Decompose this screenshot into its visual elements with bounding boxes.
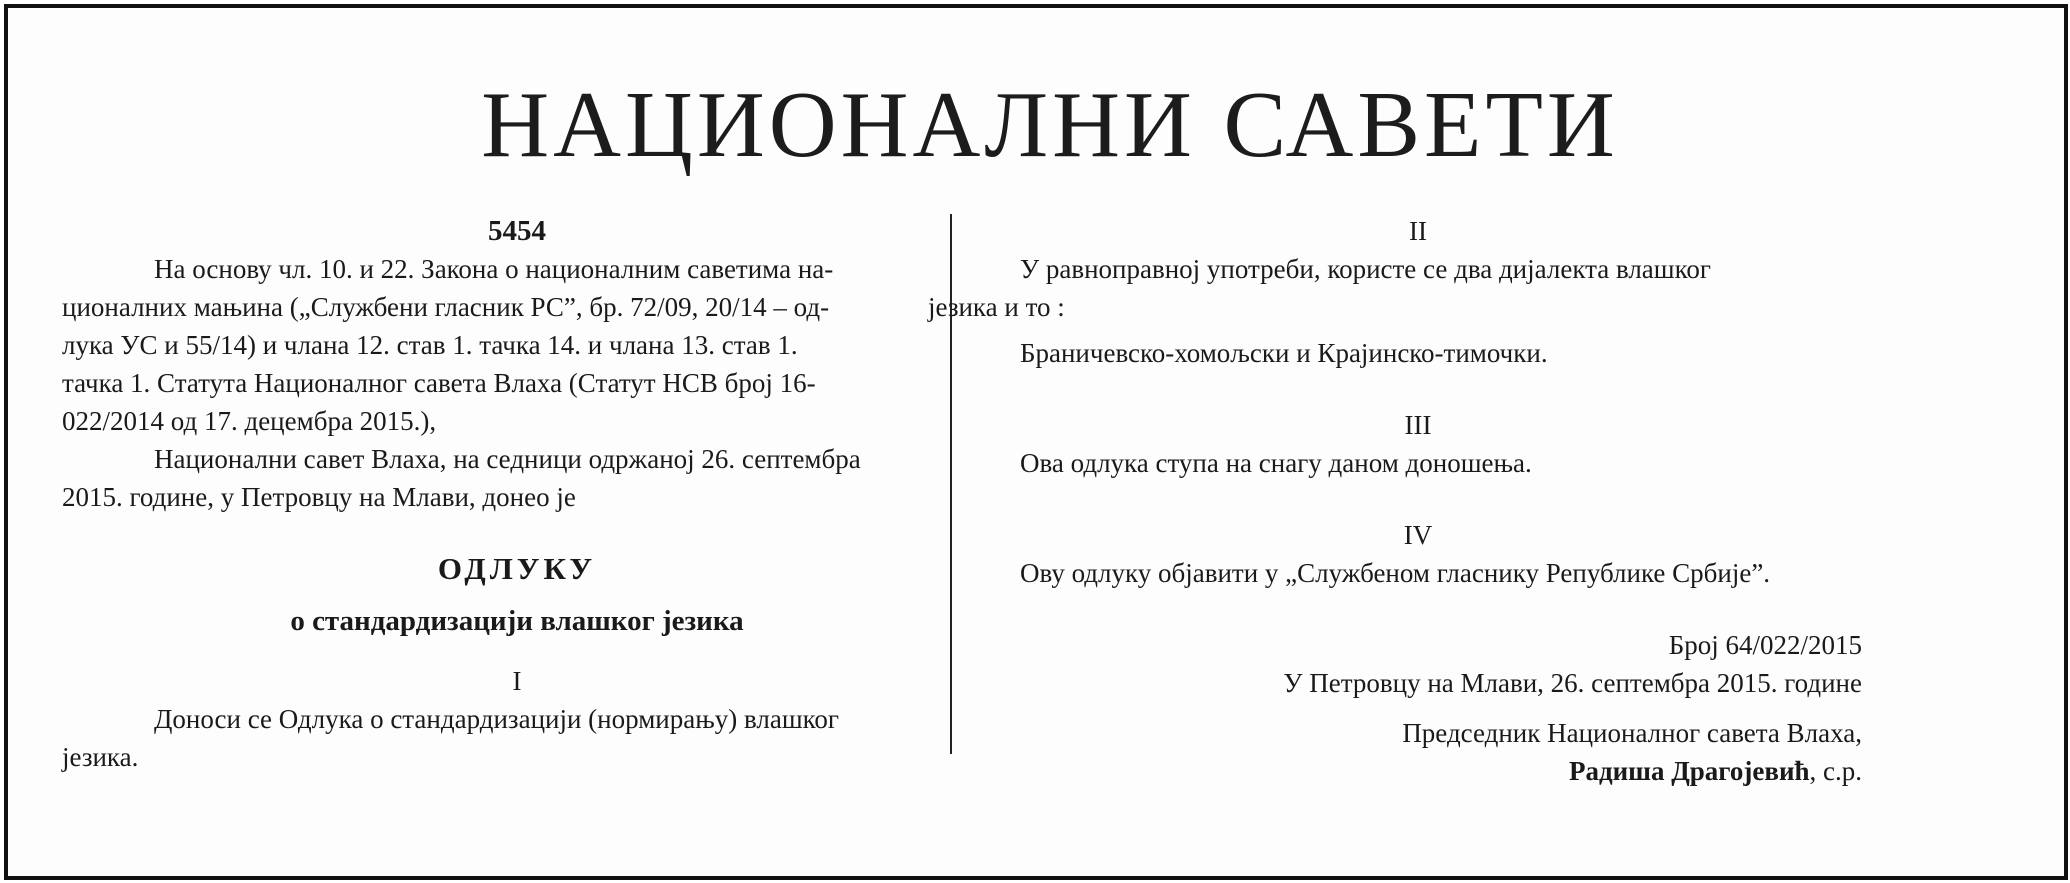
council-line: 2015. године, у Петровцу на Млави, донео је bbox=[62, 482, 576, 512]
section-2-numeral: II bbox=[1409, 216, 1427, 246]
decision-subheading: о стандардизацији влашког језика bbox=[290, 605, 744, 637]
preamble-paragraph bbox=[62, 250, 926, 440]
page-title: НАЦИОНАЛНИ САВЕТИ bbox=[481, 73, 1619, 177]
section-1-line: Доноси се Одлука о стандардизацији (нормирању) влашког bbox=[154, 704, 839, 734]
decision-number: 5454 bbox=[488, 215, 546, 247]
reference-place-date: У Петровцу на Млави, 26. септембра 2015. године bbox=[1283, 668, 1862, 698]
decision-heading: ОДЛУКУ bbox=[437, 551, 597, 586]
council-line: Национални савет Влаха, на седници одржаној 26. септембра bbox=[154, 444, 861, 474]
reference-number: Број 64/022/2015 bbox=[1668, 630, 1862, 660]
section-1-paragraph bbox=[62, 700, 926, 776]
signer-suffix: , с.р. bbox=[1809, 756, 1862, 786]
preamble-line: лука УС и 55/14) и члана 12. став 1. тачка 14. и члана 13. став 1. bbox=[62, 330, 798, 360]
signer-title: Председник Националног савета Влаха, bbox=[1402, 718, 1862, 748]
council-paragraph bbox=[62, 440, 926, 516]
signer-line bbox=[974, 752, 1862, 790]
signer-name: Радиша Драгојевић bbox=[1568, 756, 1810, 786]
section-2-line: језика и то : bbox=[928, 292, 1065, 322]
section-3-paragraph: Ова одлука ступа на снагу даном доношења. bbox=[1020, 448, 1532, 478]
section-2-dialects: Браничевско-хомољски и Крајинско-тимочки. bbox=[1020, 338, 1548, 368]
section-2-paragraph bbox=[928, 250, 1862, 326]
preamble-line: тачка 1. Статута Националног савета Влаха (Статут НСВ број 16- bbox=[62, 368, 816, 398]
section-3-numeral: III bbox=[1404, 410, 1432, 440]
section-2-line: У равноправној употреби, користе се два дијалекта влашког bbox=[1020, 254, 1711, 284]
section-4-numeral: IV bbox=[1403, 520, 1433, 550]
left-column bbox=[62, 212, 926, 776]
section-1-numeral: I bbox=[512, 666, 522, 696]
section-4-paragraph: Ову одлуку објавити у „Службеном гласнику Републике Србије”. bbox=[1020, 558, 1771, 588]
section-1-line: језика. bbox=[62, 742, 139, 772]
right-column bbox=[928, 212, 1862, 790]
preamble-line: 022/2014 од 17. децембра 2015.), bbox=[62, 406, 437, 436]
preamble-line: На основу чл. 10. и 22. Закона о националним саветима на- bbox=[154, 254, 834, 284]
preamble-line: ционалних мањина („Службени гласник РС”, бр. 72/09, 20/14 – од- bbox=[62, 292, 830, 322]
